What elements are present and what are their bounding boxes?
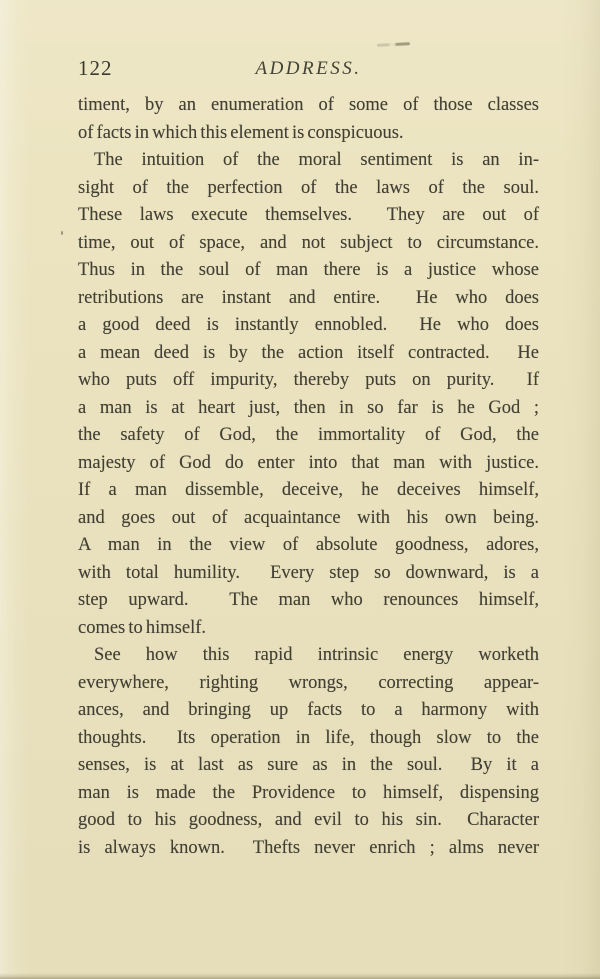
text-line: timent, by an enumeration of some of those classes bbox=[78, 95, 539, 115]
text-line: thoughts. Its operation in life, though slow to the bbox=[78, 727, 539, 748]
text-line: Thus in the soul of man there is a justice whose bbox=[78, 260, 539, 280]
text-line: retributions are instant and entire. He who does bbox=[78, 287, 539, 308]
text-line: man is made the Providence to himself, dispensing bbox=[78, 782, 539, 803]
text-line: The intuition of the moral sentiment is an in- bbox=[94, 150, 539, 170]
text-line: everywhere, righting wrongs, correcting appear- bbox=[78, 672, 539, 693]
text-line: a good deed is instantly ennobled. He who does bbox=[78, 315, 539, 335]
text-line: A man in the view of absolute goodness, adores, bbox=[78, 535, 539, 555]
text-line: These laws execute themselves. They are out of bbox=[78, 205, 539, 225]
text-line: of facts in which this element is conspicuous. bbox=[78, 122, 404, 143]
paragraph bbox=[78, 147, 539, 642]
text-line: good to his goodness, and evil to his sin. Character bbox=[78, 810, 539, 830]
page-header bbox=[78, 56, 539, 82]
text-line: See how this rapid intrinsic energy worketh bbox=[94, 645, 539, 665]
text-line: a man is at heart just, then in so far is he God ; bbox=[78, 397, 539, 418]
text-line: time, out of space, and not subject to circumstance. bbox=[78, 232, 539, 253]
text-line: ances, and bringing up facts to a harmony with bbox=[78, 700, 539, 720]
text-line: sight of the perfection of the laws of the soul. bbox=[78, 177, 539, 198]
text-line: is always known. Thefts never enrich ; alms never bbox=[78, 837, 539, 858]
text-line: the safety of God, the immortality of God, the bbox=[78, 425, 539, 445]
text-line: who puts off impurity, thereby puts on purity. If bbox=[78, 370, 539, 390]
text-line: comes to himself. bbox=[78, 617, 207, 638]
page-body bbox=[78, 92, 539, 862]
text-line: with total humility. Every step so downward, is a bbox=[78, 562, 539, 583]
paragraph bbox=[78, 92, 539, 147]
text-line: and goes out of acquaintance with his own being. bbox=[78, 507, 539, 528]
text-line: If a man dissemble, deceive, he deceives himself, bbox=[78, 480, 539, 500]
paragraph bbox=[78, 642, 539, 862]
page-bottom-shadow bbox=[0, 973, 600, 979]
text-line: senses, is at last as sure as in the soul. By it a bbox=[78, 755, 539, 775]
text-line: majesty of God do enter into that man with justice. bbox=[78, 452, 539, 473]
ink-speck bbox=[61, 231, 63, 235]
text-line: a mean deed is by the action itself contracted. He bbox=[78, 342, 539, 363]
text-line: step upward. The man who renounces himself, bbox=[78, 590, 539, 610]
pencil-mark bbox=[377, 42, 410, 47]
page-number: 122 bbox=[78, 56, 113, 80]
running-title: ADDRESS. bbox=[255, 58, 362, 79]
